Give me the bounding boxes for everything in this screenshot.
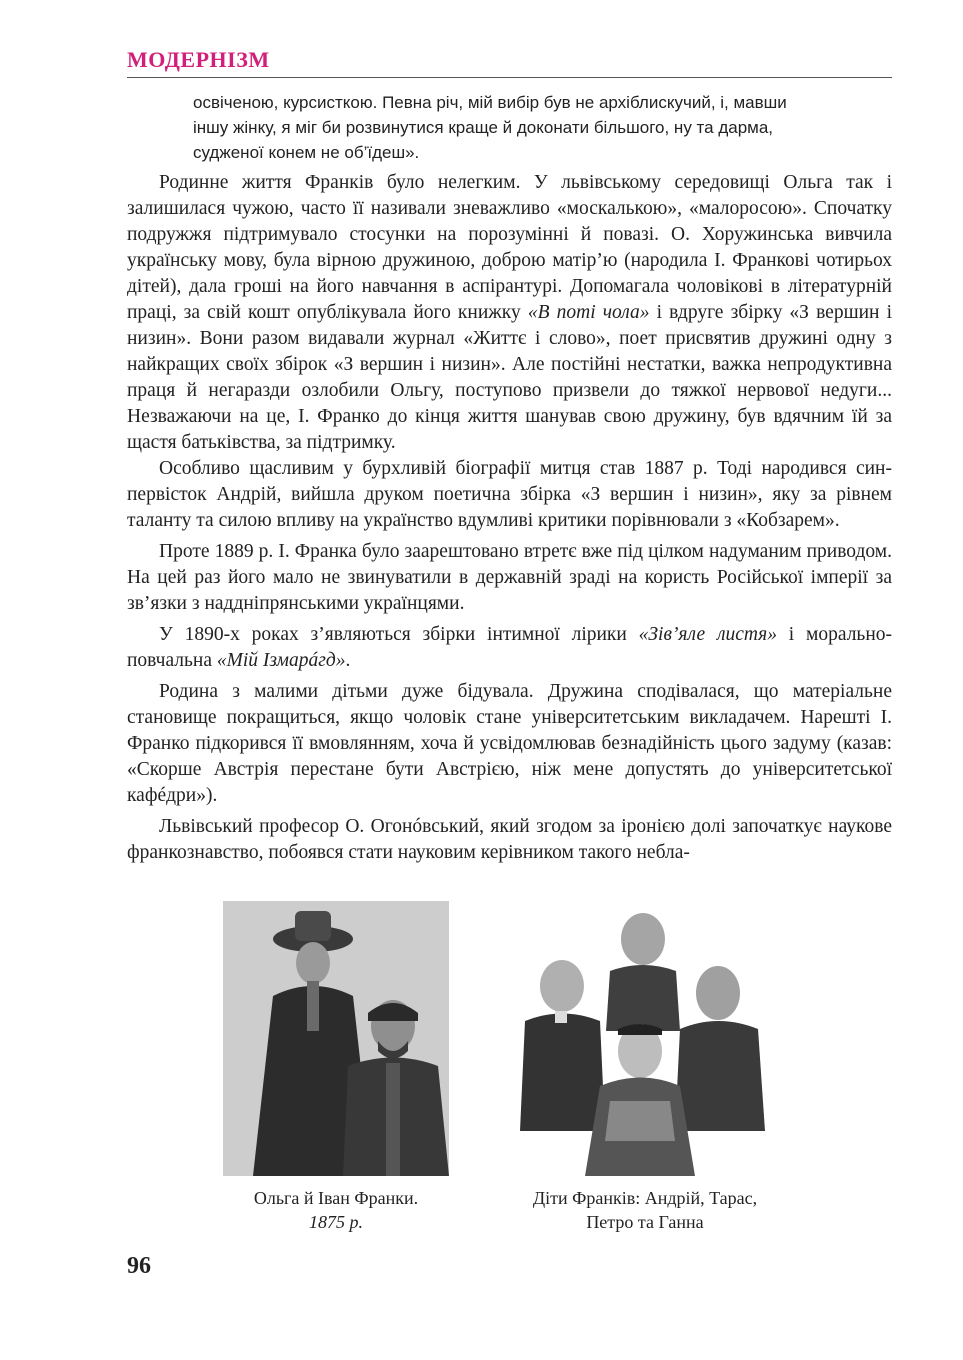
paragraph-1890s <box>127 622 892 674</box>
photo-franko-children <box>510 901 772 1176</box>
caption-text: Ольга й Іван Франки. <box>253 1188 419 1208</box>
quote-line: освіченою, курсисткою. Певна річ, мій вибір був не архіблискучий, і, мавши <box>193 93 787 112</box>
section-title: МОДЕРНІЗМ <box>127 47 270 72</box>
book-title: «Зів’яле листя» <box>638 624 777 645</box>
paragraph-ogonovsky: Львівський професор О. Огонóвський, який згодом за іронією долі започаткує наукове франкознавство, побоявся стати науковим керівником такого небла- <box>127 816 892 863</box>
header-divider <box>127 77 892 78</box>
portrait-children-image <box>510 901 772 1176</box>
paragraph-text: і вдруге збірку «З вершин і низин». Вони разом видавали журнал «Життє і слово», поет присвятив дружині одну з найкращих своїх збірок «З вершин і низин». Але постійні нестатки, важка непродуктивна праця й негаразди озлобили Ольгу, поступово призвели до тяжкої нервової недуги... Незважаючи на це, І. Франко до кінця життя шанував свою дружину, був вдячним їй за щастя батьківства, за підтримку. <box>127 302 892 453</box>
photo2-caption <box>495 1186 795 1234</box>
paragraph-1889: Проте 1889 р. І. Франка було заарештовано втретє вже під цілком надуманим приводом. На цей раз його мало не звинуватили в державній зраді на користь Російської імперії за зв’язки з наддніпрянськими українцями. <box>127 541 892 614</box>
photo-olga-ivan-franko <box>223 901 449 1176</box>
portrait-couple-image <box>223 901 449 1176</box>
book-title: «В поті чола» <box>527 302 650 323</box>
caption-text: Петро та Ганна <box>586 1212 704 1232</box>
paragraph-1887: Особливо щасливим у бурхливій біографії митця став 1887 р. Тоді народився син-первісток Андрій, вийшла друком поетична збірка «З вершин і низин», яку за рівнем таланту та силою впливу на українство вдумливі критики порівнювали з «Кобзарем». <box>127 458 892 531</box>
paragraph-poverty: Родина з малими дітьми дуже бідувала. Дружина сподівалася, що матеріальне становище покращиться, якщо чоловік стане університетським викладачем. Нарешті І. Франко підкорився її вмовлянням, хоча й усвідомлював безнадійність цього задуму (казав: «Скорше Австрія перестане бути Австрією, ніж мене допустять до університетської кафéдри»). <box>127 681 892 806</box>
caption-date-text: 1875 р. <box>309 1212 363 1232</box>
paragraph-text: . <box>345 650 351 671</box>
caption-text: Діти Франків: Андрій, Тарас, <box>532 1188 758 1208</box>
paragraph-text: і морально-повчальна <box>127 624 893 671</box>
book-title: «Мій Ізмарáгд» <box>216 650 346 671</box>
paragraph-text: Родинне життя Франків було нелегким. У львівському середовищі Ольга так і залишилася чужою, часто її називали зневажливо «москалькою», «малоросою». Спочатку подружжя підтримувало стосунки на порозумінні й повазі. О. Хоружинська вивчила українську мову, була вірною дружиною, доброю матір’ю (народила І. Франкові чотирьох дітей), дала гроші на його навчання в аспірантурі. Допомагала чоловікові в літературній праці, за свій кошт опублікувала його книжку <box>127 172 892 323</box>
quote-line: судженої конем не об’їдеш». <box>193 143 420 162</box>
photo1-caption <box>223 1186 449 1234</box>
quote-line: іншу жінку, я міг би розвинутися краще й доконати більшого, ну та дарма, <box>193 118 774 137</box>
page-number: 96 <box>127 1253 151 1279</box>
quote-block <box>193 90 883 165</box>
paragraph-family-life <box>127 170 892 456</box>
caption-date <box>223 1210 449 1234</box>
paragraph-text: У 1890-х роках з’являються збірки інтимної лірики <box>159 624 639 645</box>
main-text <box>127 170 892 866</box>
